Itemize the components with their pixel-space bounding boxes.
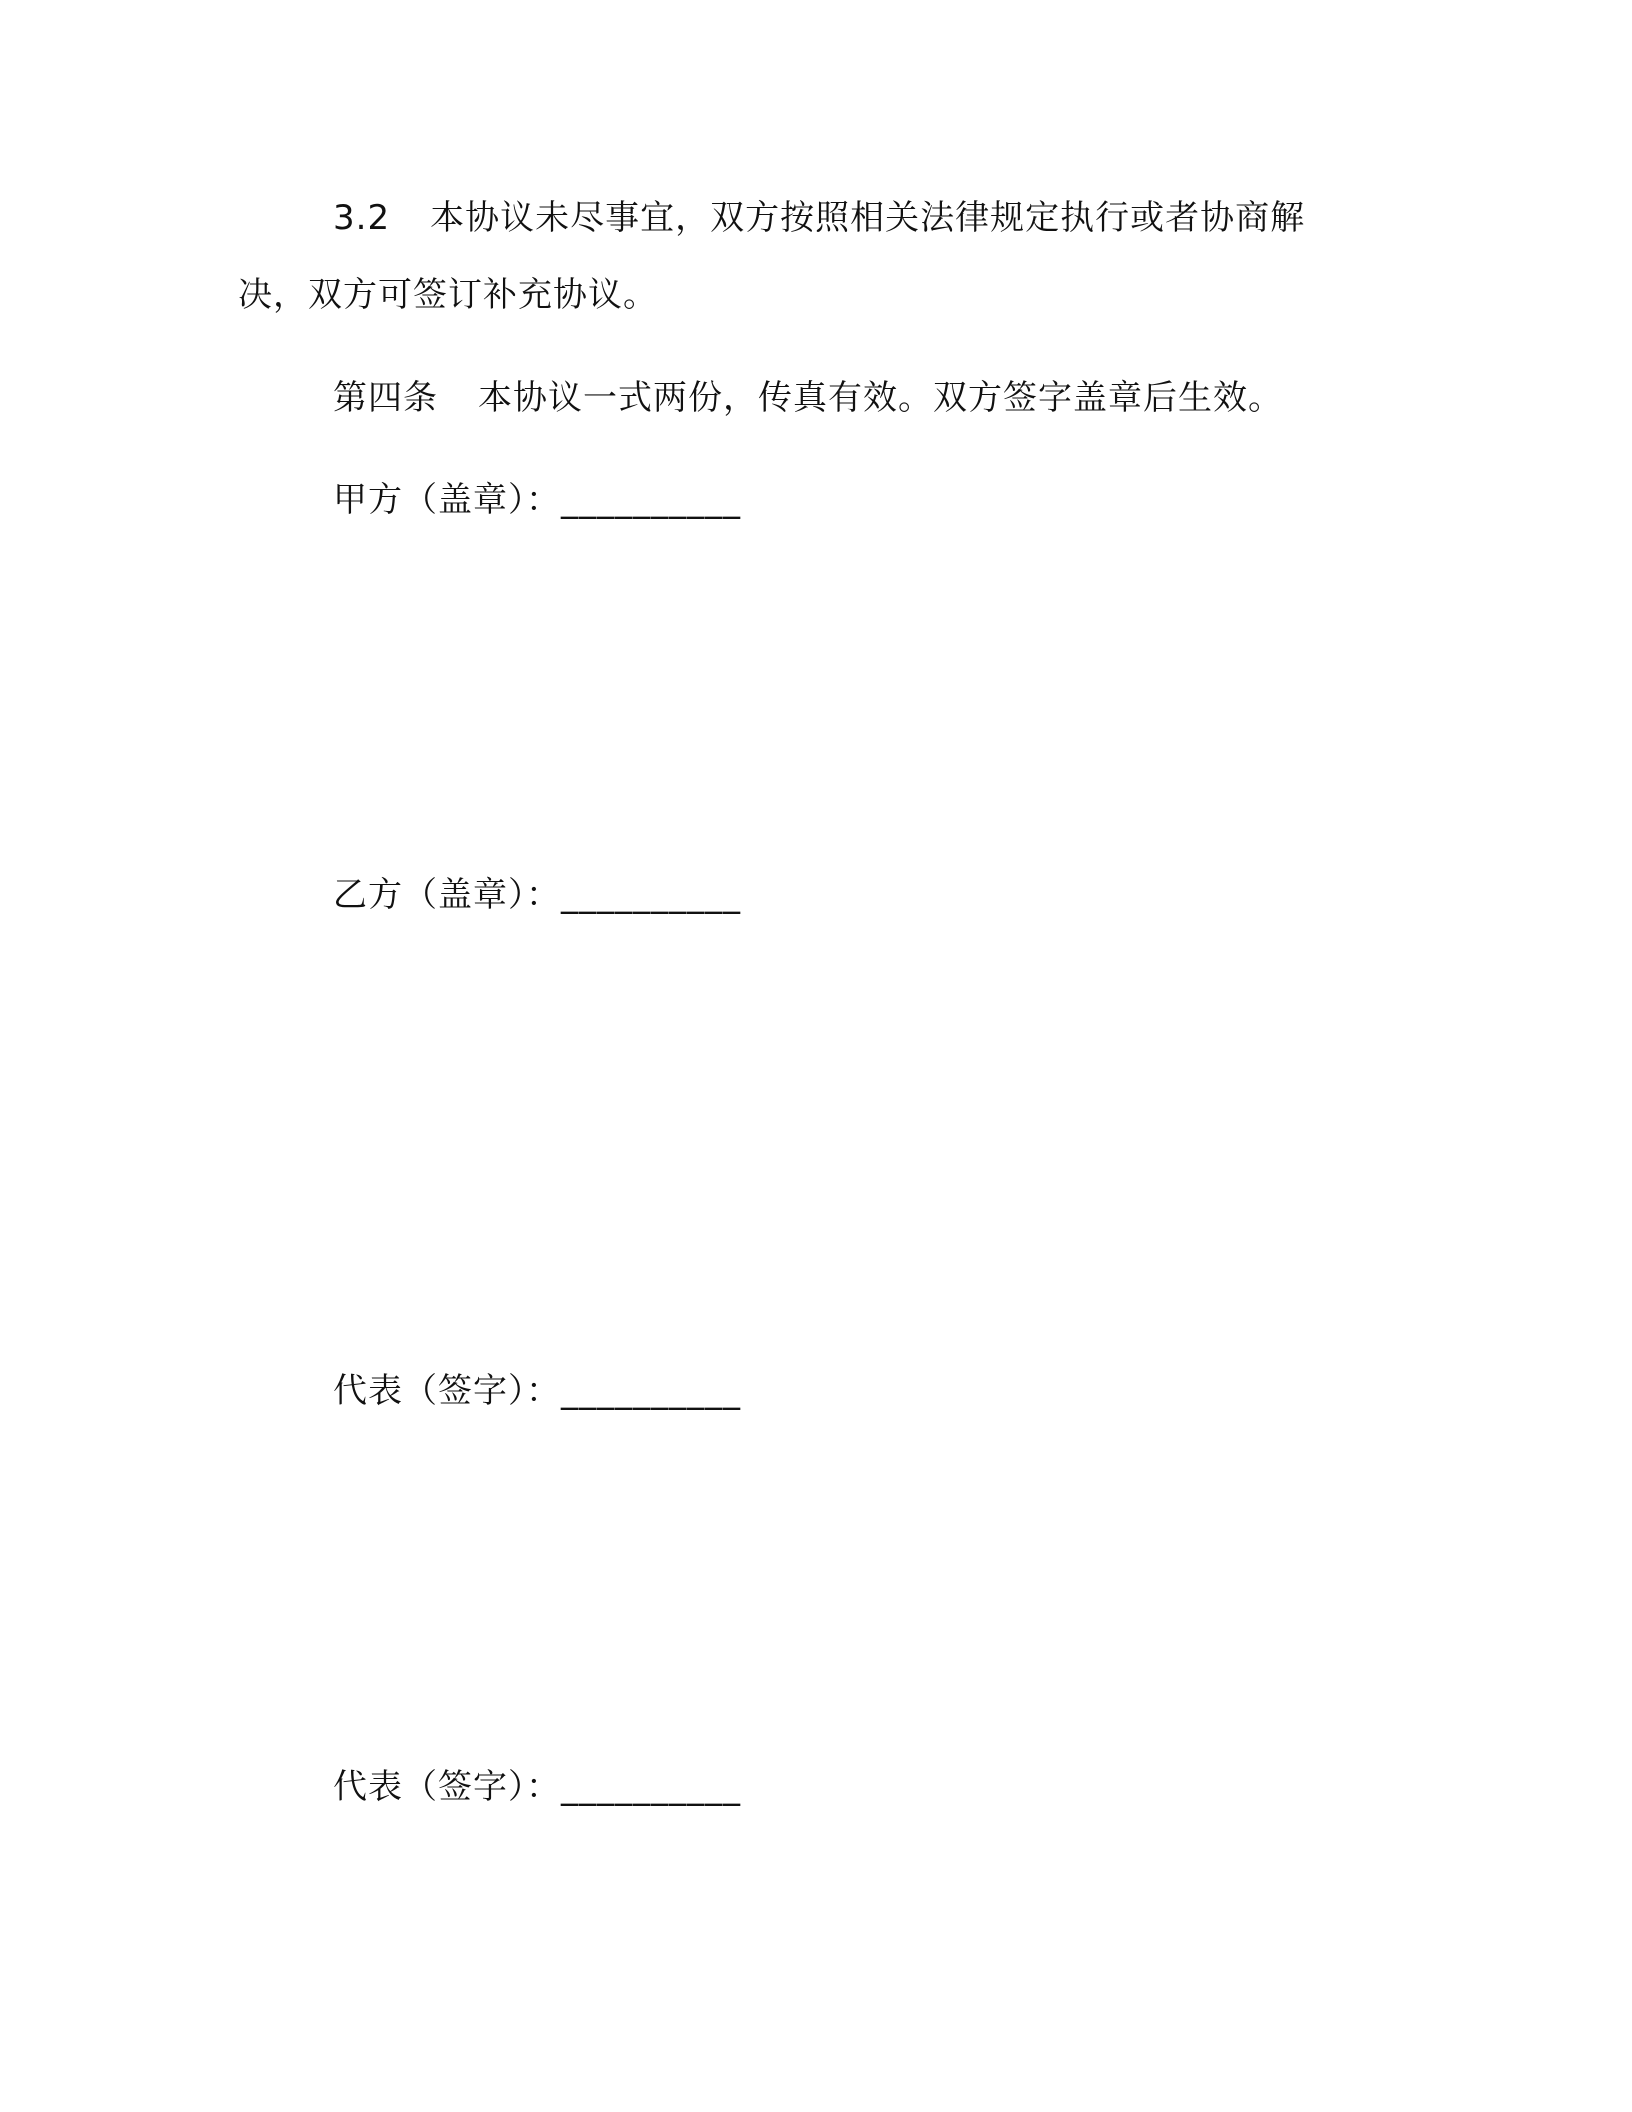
article-text: 本协议一式两份，传真有效。双方签字盖章后生效。 — [478, 378, 1283, 418]
signature-line-party-a — [333, 478, 741, 522]
signature-blank[interactable]: __________ — [561, 1767, 741, 1807]
article-heading: 第四条 — [333, 378, 438, 418]
clause-3-2-line1 — [333, 196, 1305, 240]
signature-label: 甲方（盖章）： — [333, 480, 561, 520]
signature-blank[interactable]: __________ — [561, 875, 741, 915]
signature-label: 代表（签字）： — [333, 1767, 561, 1807]
clause-number: 3.2 — [333, 198, 391, 238]
signature-blank[interactable]: __________ — [561, 1371, 741, 1411]
clause-text-line2: 决，双方可签订补充协议。 — [238, 275, 658, 315]
signature-line-representative-a — [333, 1369, 741, 1413]
signature-line-representative-b — [333, 1765, 741, 1809]
clause-text-line1: 本协议未尽事宜，双方按照相关法律规定执行或者协商解 — [430, 198, 1306, 238]
signature-line-party-b — [333, 873, 741, 917]
clause-3-2-line2 — [238, 273, 658, 317]
signature-blank[interactable]: __________ — [561, 480, 741, 520]
signature-label: 乙方（盖章）： — [333, 875, 561, 915]
article-4 — [333, 376, 1283, 420]
signature-label: 代表（签字）： — [333, 1371, 561, 1411]
